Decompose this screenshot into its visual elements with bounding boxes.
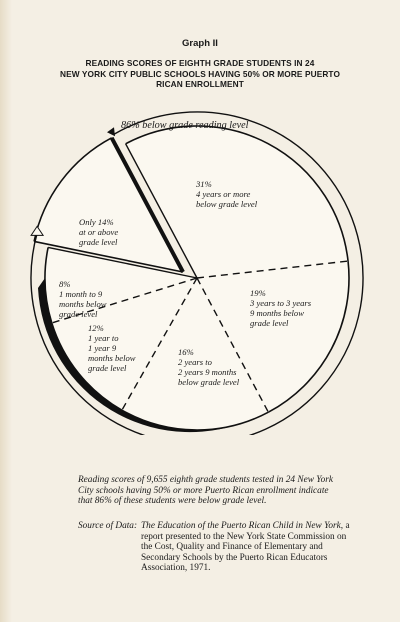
chart-title-line-3: RICAN ENROLLMENT [156,79,244,89]
pie-slice-2-label: 19% 3 years to 3 years 9 months below grade level [250,288,312,328]
pie-slice-1-label: 31% 4 years or more below grade level [196,179,258,209]
chart-title-line-1: READING SCORES OF EIGHTH GRADE STUDENTS IN 24 [85,58,315,68]
pie-slice-4-label: 12% 1 year to 1 year 9 months below grade level [88,323,136,373]
source-text [141,521,356,574]
source-title: The Education of the Puerto Rican Child in New York, [141,521,344,531]
chart-caption: Reading scores of 9,655 eighth grade students tested in 24 New York City schools having 50% or more Puerto Rican enrollment indicate that 86% of these students were below grade level. [78,475,333,507]
source-label: Source of Data: [78,521,138,531]
bracket-arrow-top [107,127,115,136]
pie-slice-6-label: Only 14% at or above grade level [79,217,119,247]
bracket-label: 86% below grade reading level [121,120,249,131]
chart-title [40,58,360,90]
graph-label: Graph II [182,38,218,49]
pie-chart [0,95,400,435]
source-details: a report presented to the New York State Commission on the Cost, Quality and Finance of Elementary and Secondary Schools by the Puerto Rican Educators Association, 1971. [141,521,350,574]
chart-title-line-2: NEW YORK CITY PUBLIC SCHOOLS HAVING 50% OR MORE PUERTO [60,68,340,79]
pie-slice-5-label: 8% 1 month to 9 months below grade level [59,279,107,319]
pie-slice-3-label: 16% 2 years to 2 years 9 months below grade level [178,347,240,387]
